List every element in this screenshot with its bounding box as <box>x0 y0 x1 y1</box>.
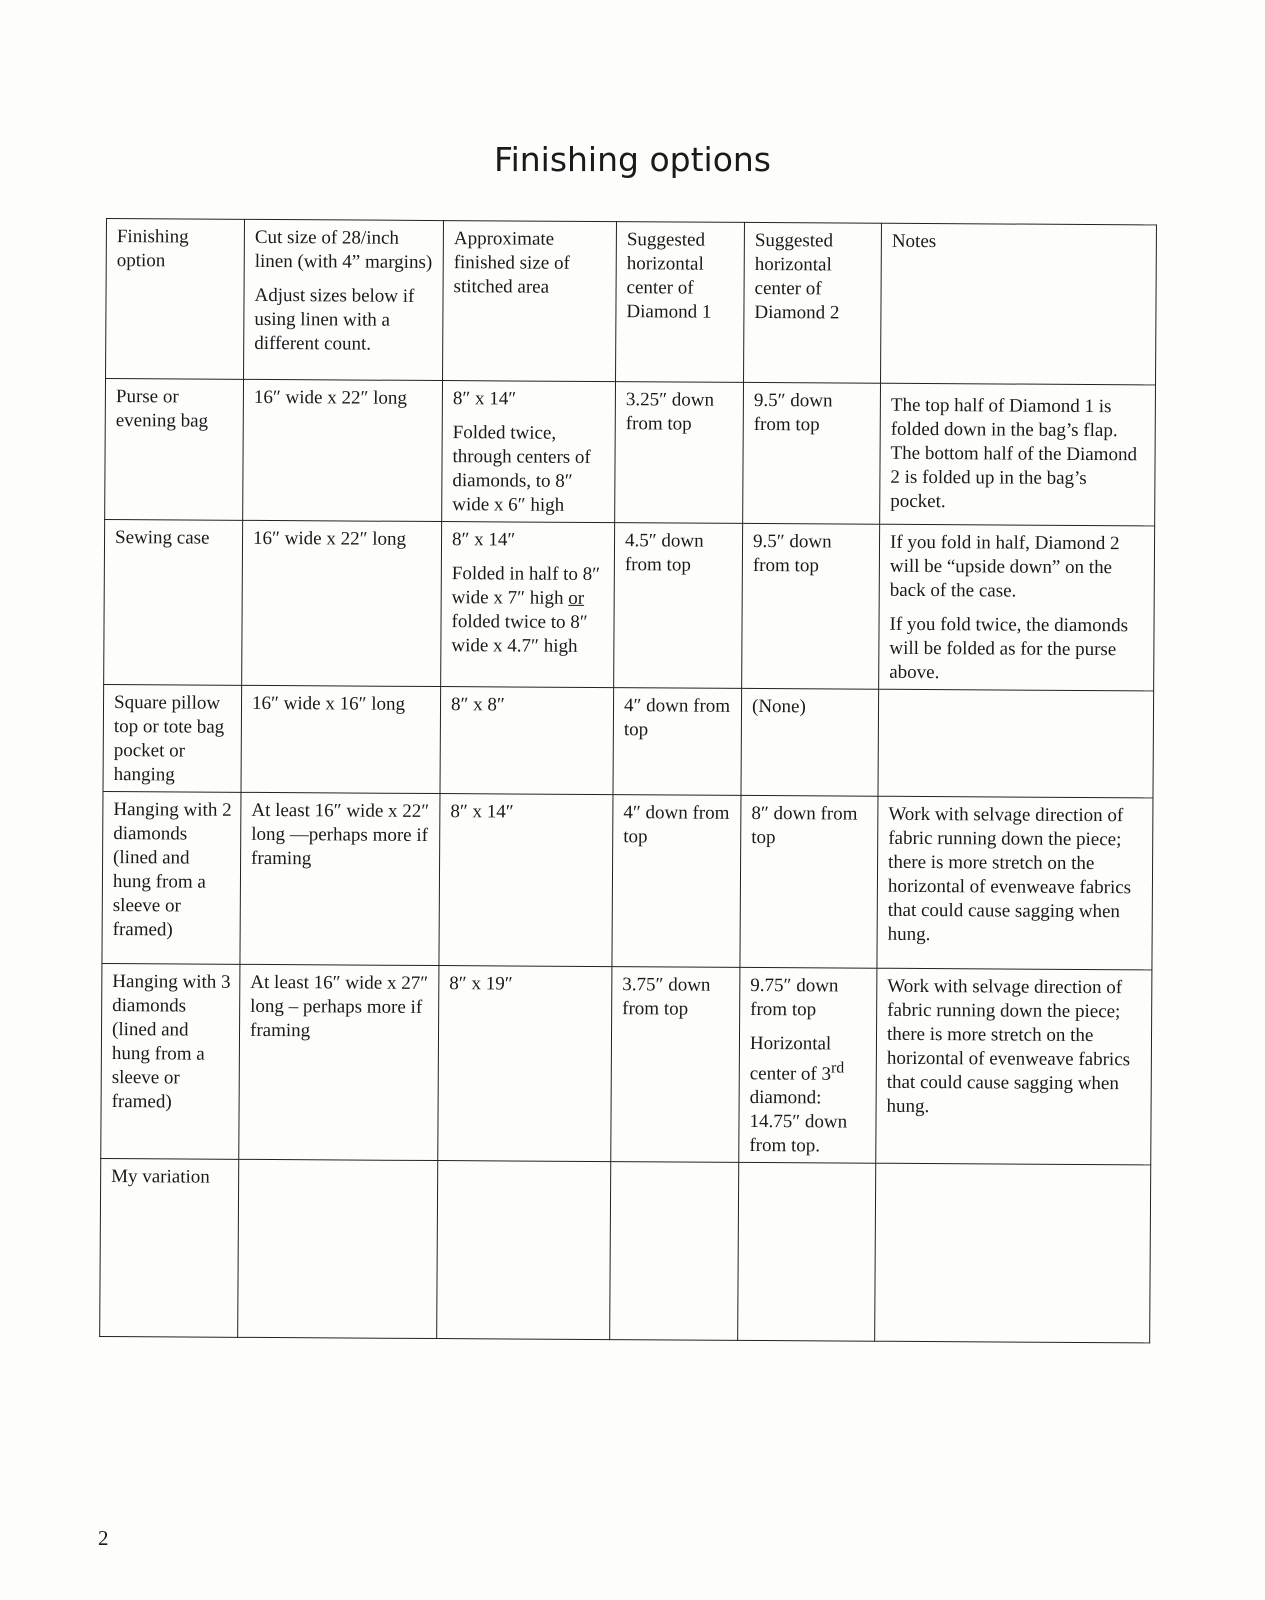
header-finishing-option: Finishing option <box>106 219 245 380</box>
cell-finished-size-note: Folded twice, through centers of diamonds, to 8″ wide x 6″ high <box>452 422 591 516</box>
header-cut-size-note: Adjust sizes below if using linen with a different count. <box>254 284 415 355</box>
table-row <box>103 684 1154 797</box>
cell-diamond-3-note: Horizontal center of 3rd diamond: 14.75″ down from top. <box>749 1032 848 1157</box>
cell-finished-size: 8″ x 14″ <box>439 794 613 967</box>
cell-option: Sewing case <box>104 519 243 685</box>
cell-finished-size <box>437 1161 611 1340</box>
finishing-options-table <box>99 218 1157 1344</box>
header-finished-size: Approximate finished size of stitched area <box>443 221 617 382</box>
cell-cut-size: 16″ wide x 16″ long <box>241 685 441 793</box>
table-row <box>100 1159 1151 1343</box>
table-row <box>105 379 1156 526</box>
cell-option: Purse or evening bag <box>105 379 244 521</box>
cell-diamond-2: 9.75″ down from top Horizontal center of 3rd diamond: 14.75″ down from top. <box>739 967 877 1163</box>
cell-diamond-2: 8″ down from top <box>740 795 878 968</box>
table-header-row <box>106 219 1157 385</box>
cell-cut-size: At least 16″ wide x 22″ long —perhaps more if framing <box>240 792 440 965</box>
cell-notes: If you fold in half, Diamond 2 will be “upside down” on the back of the case. If you fold twice, the diamonds will be folded as for the purse above. <box>879 524 1155 691</box>
page-number: 2 <box>98 1526 109 1550</box>
cell-finished-size: 8″ x 14″ Folded twice, through centers of diamonds, to 8″ wide x 6″ high <box>442 381 616 523</box>
cell-diamond-1 <box>610 1162 739 1341</box>
cell-option: Hanging with 3 diamonds (lined and hung from a sleeve or framed) <box>101 963 240 1159</box>
cell-cut-size: 16″ wide x 22″ long <box>243 379 443 521</box>
cell-notes <box>878 689 1154 798</box>
cell-diamond-1: 4″ down from top <box>612 795 741 968</box>
cell-finished-size: 8″ x 8″ <box>440 687 614 795</box>
cell-diamond-1: 4.5″ down from top <box>614 523 743 689</box>
cell-notes: Work with selvage direction of fabric running down the piece; there is more stretch on the horizontal of evenweave fabrics that could cause sagging when hung. <box>876 968 1152 1165</box>
header-cut-size: Cut size of 28/inch linen (with 4” margins) Adjust sizes below if using linen with a different count. <box>244 219 444 380</box>
cell-diamond-1: 3.25″ down from top <box>615 382 744 524</box>
cell-option: My variation <box>100 1159 239 1338</box>
table-row <box>101 963 1152 1165</box>
or-word: or <box>568 587 585 609</box>
cell-diamond-2: 9.5″ down from top <box>742 523 880 689</box>
cell-notes <box>875 1164 1151 1344</box>
cell-diamond-1: 3.75″ down from top <box>611 967 740 1163</box>
cell-diamond-2: 9.5″ down from top <box>743 382 881 524</box>
cell-diamond-1: 4″ down from top <box>613 688 742 796</box>
cell-diamond-2 <box>738 1163 876 1342</box>
header-notes: Notes <box>881 223 1157 385</box>
cell-notes-second: If you fold twice, the diamonds will be folded as for the purse above. <box>889 613 1129 684</box>
cell-notes: The top half of Diamond 1 is folded down in the bag’s flap. The bottom half of the Diamond 2 is folded up in the bag’s pocket. <box>880 383 1156 526</box>
cell-finished-size-note: Folded in half to 8″ wide x 7″ high or folded twice to 8″ wide x 4.7″ high <box>451 563 601 657</box>
cell-notes: Work with selvage direction of fabric running down the piece; there is more stretch on the horizontal of evenweave fabrics that could cause sagging when hung. <box>877 796 1153 970</box>
cell-diamond-2: (None) <box>741 688 879 796</box>
table-row <box>104 519 1155 690</box>
cell-finished-size: 8″ x 14″ Folded in half to 8″ wide x 7″ high or folded twice to 8″ wide x 4.7″ high <box>441 522 615 688</box>
cell-cut-size: 16″ wide x 22″ long <box>242 520 442 686</box>
header-diamond-2: Suggested horizontal center of Diamond 2 <box>744 222 882 383</box>
cell-option: Square pillow top or tote bag pocket or hanging <box>103 684 242 792</box>
cell-option: Hanging with 2 diamonds (lined and hung from a sleeve or framed) <box>102 791 241 964</box>
page-title: Finishing options <box>493 140 771 179</box>
cell-cut-size <box>238 1160 438 1339</box>
table-row <box>102 791 1153 969</box>
cell-cut-size: At least 16″ wide x 27″ long – perhaps more if framing <box>239 964 439 1161</box>
cell-finished-size: 8″ x 19″ <box>438 966 612 1162</box>
header-diamond-1: Suggested horizontal center of Diamond 1 <box>616 222 745 383</box>
